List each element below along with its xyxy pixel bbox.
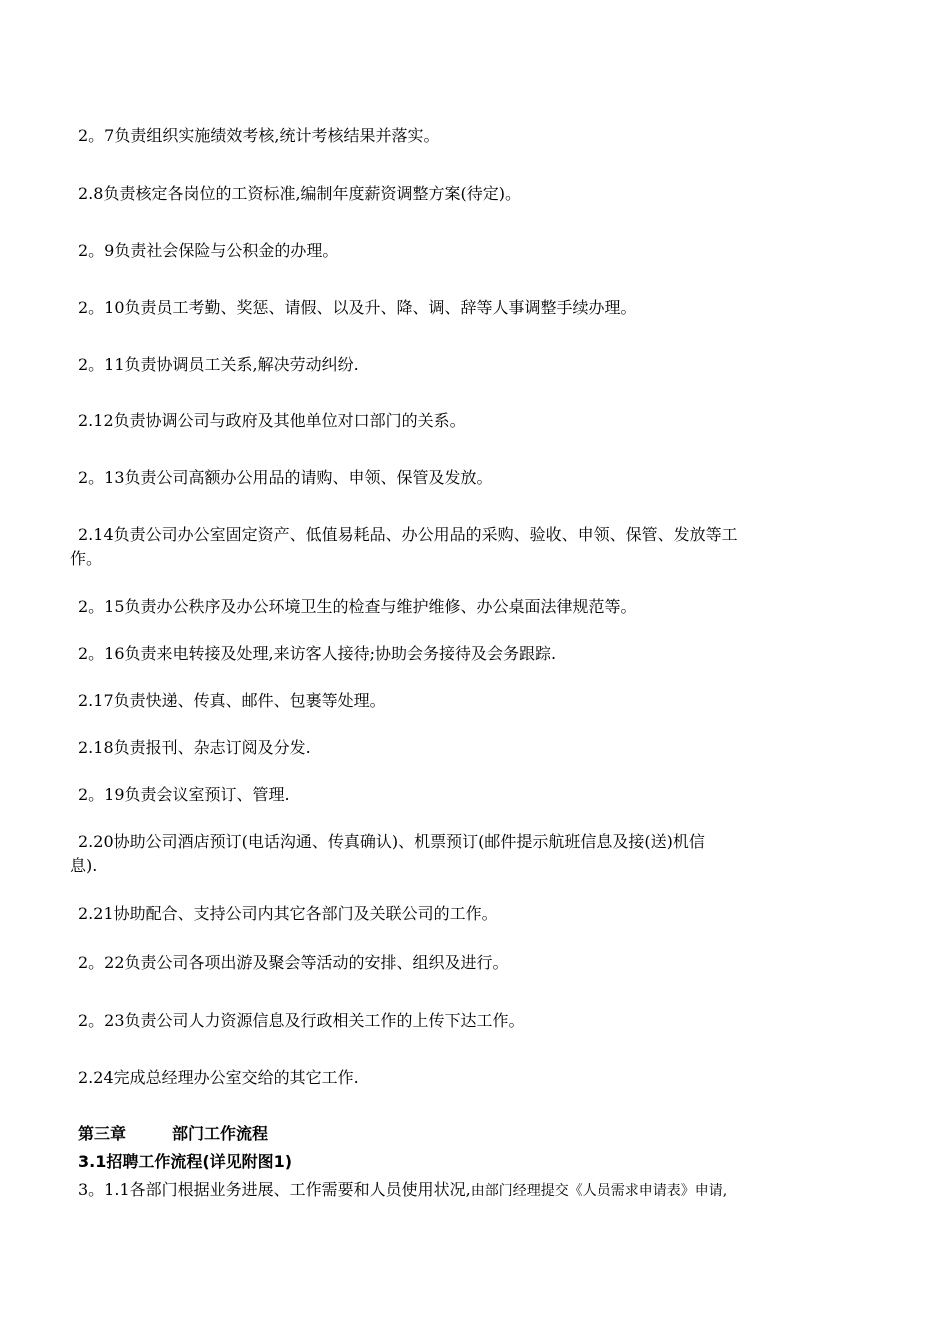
list-item-2-10: 2。10负责员工考勤、奖惩、请假、以及升、降、调、辞等人事调整手续办理。 bbox=[78, 298, 637, 317]
list-item-2-22: 2。22负责公司各项出游及聚会等活动的安排、组织及进行。 bbox=[78, 953, 509, 972]
list-item-2-24: 2.24完成总经理办公室交给的其它工作. bbox=[78, 1068, 359, 1087]
paragraph-3-1-1-tail: 由部门经理提交《人员需求申请表》申请, bbox=[470, 1183, 728, 1199]
list-item-2-20-line-2: 息). bbox=[70, 856, 98, 875]
paragraph-3-1-1 bbox=[78, 1178, 888, 1203]
list-item-2-11: 2。11负责协调员工关系,解决劳动纠纷. bbox=[78, 355, 359, 374]
list-item-2-15: 2。15负责办公秩序及办公环境卫生的检查与维护维修、办公桌面法律规范等。 bbox=[78, 597, 637, 616]
list-item-2-20-line-1: 2.20协助公司酒店预订(电话沟通、传真确认)、机票预订(邮件提示航班信息及接(送)机信 bbox=[78, 832, 705, 851]
list-item-2-21: 2.21协助配合、支持公司内其它各部门及关联公司的工作。 bbox=[78, 904, 498, 923]
section-heading-3-1: 3.1招聘工作流程(详见附图1) bbox=[78, 1152, 293, 1171]
list-item-2-23: 2。23负责公司人力资源信息及行政相关工作的上传下达工作。 bbox=[78, 1011, 525, 1030]
list-item-2-8: 2.8负责核定各岗位的工资标准,编制年度薪资调整方案(待定)。 bbox=[78, 184, 522, 203]
list-item-2-20 bbox=[70, 830, 885, 878]
list-item-2-14-line-1: 2.14负责公司办公室固定资产、低值易耗品、办公用品的采购、验收、申领、保管、发放等工 bbox=[78, 525, 738, 544]
chapter-number: 第三章 bbox=[78, 1124, 127, 1143]
list-item-2-13: 2。13负责公司高额办公用品的请购、申领、保管及发放。 bbox=[78, 468, 493, 487]
list-item-2-18: 2.18负责报刊、杂志订阅及分发. bbox=[78, 738, 311, 757]
list-item-2-14-line-2: 作。 bbox=[70, 549, 103, 568]
list-item-2-7: 2。7负责组织实施绩效考核,统计考核结果并落实。 bbox=[78, 126, 440, 145]
paragraph-3-1-1-main: 3。1.1各部门根据业务进展、工作需要和人员使用状况, bbox=[78, 1180, 471, 1199]
list-item-2-9: 2。9负责社会保险与公积金的办理。 bbox=[78, 241, 339, 260]
list-item-2-14 bbox=[70, 523, 885, 571]
chapter-title: 部门工作流程 bbox=[172, 1124, 269, 1143]
list-item-2-19: 2。19负责会议室预订、管理. bbox=[78, 785, 290, 804]
chapter-heading bbox=[78, 1122, 268, 1146]
list-item-2-17: 2.17负责快递、传真、邮件、包裹等处理。 bbox=[78, 691, 386, 710]
list-item-2-12: 2.12负责协调公司与政府及其他单位对口部门的关系。 bbox=[78, 411, 466, 430]
list-item-2-16: 2。16负责来电转接及处理,来访客人接待;协助会务接待及会务跟踪. bbox=[78, 644, 557, 663]
